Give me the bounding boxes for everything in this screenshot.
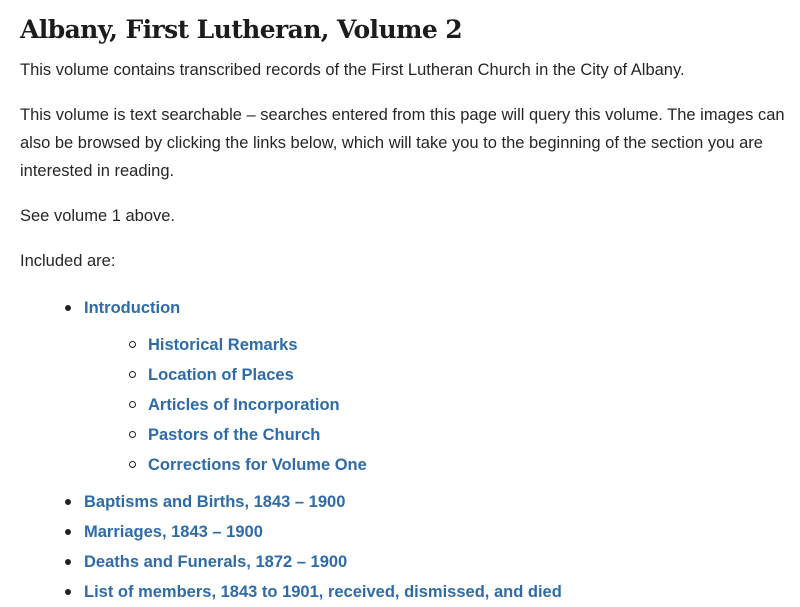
circle-bullet-icon: [129, 371, 136, 378]
list-item-historical-remarks: [84, 330, 790, 360]
bullet-icon: [65, 589, 71, 595]
included-paragraph: Included are:: [20, 252, 116, 270]
list-item-deaths: [20, 547, 790, 577]
link-location-of-places[interactable]: Location of Places: [148, 366, 294, 384]
see-volume-paragraph: See volume 1 above.: [20, 207, 176, 225]
page-content: [20, 0, 790, 607]
page-title: Albany, First Lutheran, Volume 2: [20, 15, 463, 44]
link-introduction[interactable]: Introduction: [84, 299, 181, 317]
list-item-pastors-of-the-church: [84, 420, 790, 450]
circle-bullet-icon: [129, 431, 136, 438]
list-item-baptisms: [20, 487, 790, 517]
bullet-icon: [65, 305, 71, 311]
search-paragraph: This volume is text searchable – searches entered from this page will query this volume. The images can also be browsed by clicking the links below, which will take you to the beginning of the section you are interested in reading.: [20, 106, 785, 180]
introduction-sublist: [84, 330, 790, 480]
circle-bullet-icon: [129, 461, 136, 468]
sections-list: [20, 293, 790, 607]
link-historical-remarks[interactable]: Historical Remarks: [148, 336, 298, 354]
list-item-members: [20, 577, 790, 607]
link-articles-of-incorporation[interactable]: Articles of Incorporation: [148, 396, 340, 414]
bullet-icon: [65, 529, 71, 535]
bullet-icon: [65, 499, 71, 505]
bullet-icon: [65, 559, 71, 565]
circle-bullet-icon: [129, 401, 136, 408]
list-item-corrections-volume-one: [84, 450, 790, 480]
circle-bullet-icon: [129, 341, 136, 348]
list-item-marriages: [20, 517, 790, 547]
link-corrections-volume-one[interactable]: Corrections for Volume One: [148, 456, 367, 474]
link-deaths-and-funerals[interactable]: Deaths and Funerals, 1872 – 1900: [84, 553, 348, 571]
intro-paragraph: This volume contains transcribed records of the First Lutheran Church in the City of Albany.: [20, 61, 685, 79]
link-list-of-members[interactable]: List of members, 1843 to 1901, received, dismissed, and died: [84, 583, 562, 601]
list-item-location-of-places: [84, 360, 790, 390]
list-item-articles-of-incorporation: [84, 390, 790, 420]
list-item-introduction: [20, 293, 790, 480]
link-marriages[interactable]: Marriages, 1843 – 1900: [84, 523, 263, 541]
link-pastors-of-the-church[interactable]: Pastors of the Church: [148, 426, 321, 444]
link-baptisms-and-births[interactable]: Baptisms and Births, 1843 – 1900: [84, 493, 346, 511]
